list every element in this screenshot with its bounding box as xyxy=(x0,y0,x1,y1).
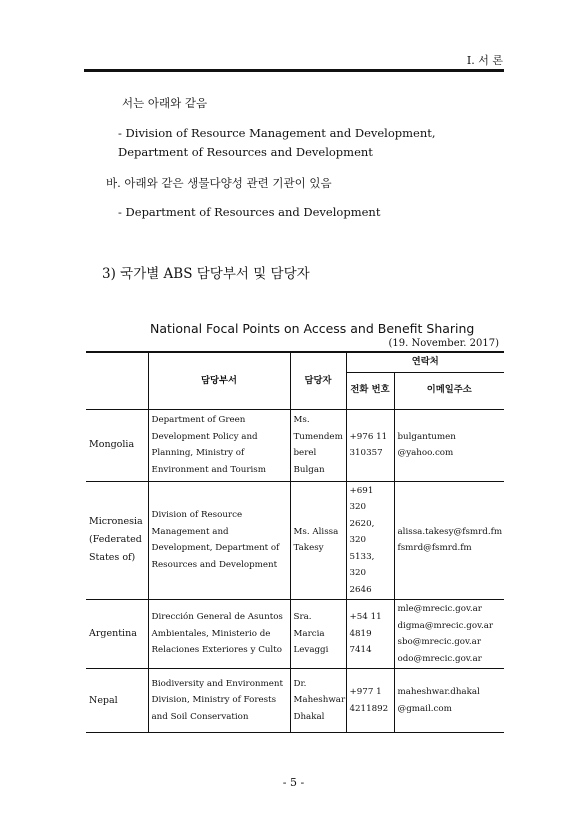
header-email: 이메일주소 xyxy=(394,372,504,409)
header-country xyxy=(86,352,148,409)
cell-email: alissa.takesy@fsmrd.fm fsmrd@fsmrd.fm xyxy=(394,481,504,600)
table-row xyxy=(86,669,504,733)
cell-country: Nepal xyxy=(86,669,148,733)
cell-department: Department of Green Development Policy and Planning, Ministry of Environment and Tourism xyxy=(148,409,290,481)
table-row xyxy=(86,600,504,669)
header-contact: 연락처 xyxy=(346,352,504,372)
cell-department: Dirección General de Asuntos Ambientales, Ministerio de Relaciones Exteriores y Culto xyxy=(148,600,290,669)
cell-country: Mongolia xyxy=(86,409,148,481)
body-paragraph-2: - Division of Resource Management and Development, Department of Resources and Development xyxy=(118,126,436,159)
cell-phone: +54 11 4819 7414 xyxy=(346,600,394,669)
cell-email: maheshwar.dhakal @gmail.com xyxy=(394,669,504,733)
body-paragraph-4: - Department of Resources and Development xyxy=(118,205,381,219)
header-phone: 전화 번호 xyxy=(346,372,394,409)
cell-person: Ms. Tumendem berel Bulgan xyxy=(290,409,346,481)
focal-points-table xyxy=(86,351,504,733)
header-person: 담당자 xyxy=(290,352,346,409)
cell-country: Argentina xyxy=(86,600,148,669)
cell-person: Ms. Alissa Takesy xyxy=(290,481,346,600)
header-chapter-label: I. 서 론 xyxy=(466,54,503,67)
table-row xyxy=(86,409,504,481)
cell-email: bulgantumen @yahoo.com xyxy=(394,409,504,481)
body-paragraph-3: 바. 아래와 같은 생물다양성 관련 기관이 있음 xyxy=(106,176,332,190)
cell-phone: +691 320 2620, 320 5133, 320 2646 xyxy=(346,481,394,600)
page-number: - 5 - xyxy=(282,776,305,789)
cell-department: Division of Resource Management and Development, Department of Resources and Development xyxy=(148,481,290,600)
table-date: (19. November. 2017) xyxy=(388,338,499,349)
section-heading: 3) 국가별 ABS 담당부서 및 담당자 xyxy=(102,266,310,282)
header-department: 담당부서 xyxy=(148,352,290,409)
cell-phone: +977 1 4211892 xyxy=(346,669,394,733)
cell-person: Dr. Maheshwar Dhakal xyxy=(290,669,346,733)
cell-email: mle@mrecic.gov.ar digma@mrecic.gov.ar sbo@mrecic.gov.ar odo@mrecic.gov.ar xyxy=(394,600,504,669)
cell-department: Biodiversity and Environment Division, Ministry of Forests and Soil Conservation xyxy=(148,669,290,733)
table-title: National Focal Points on Access and Benefit Sharing xyxy=(150,321,475,336)
header-rule xyxy=(84,69,504,72)
cell-person: Sra. Marcia Levaggi xyxy=(290,600,346,669)
body-paragraph-1: 서는 아래와 같음 xyxy=(122,96,208,110)
cell-phone: +976 11 310357 xyxy=(346,409,394,481)
cell-country: Micronesia (Federated States of) xyxy=(86,481,148,600)
table-row xyxy=(86,481,504,600)
